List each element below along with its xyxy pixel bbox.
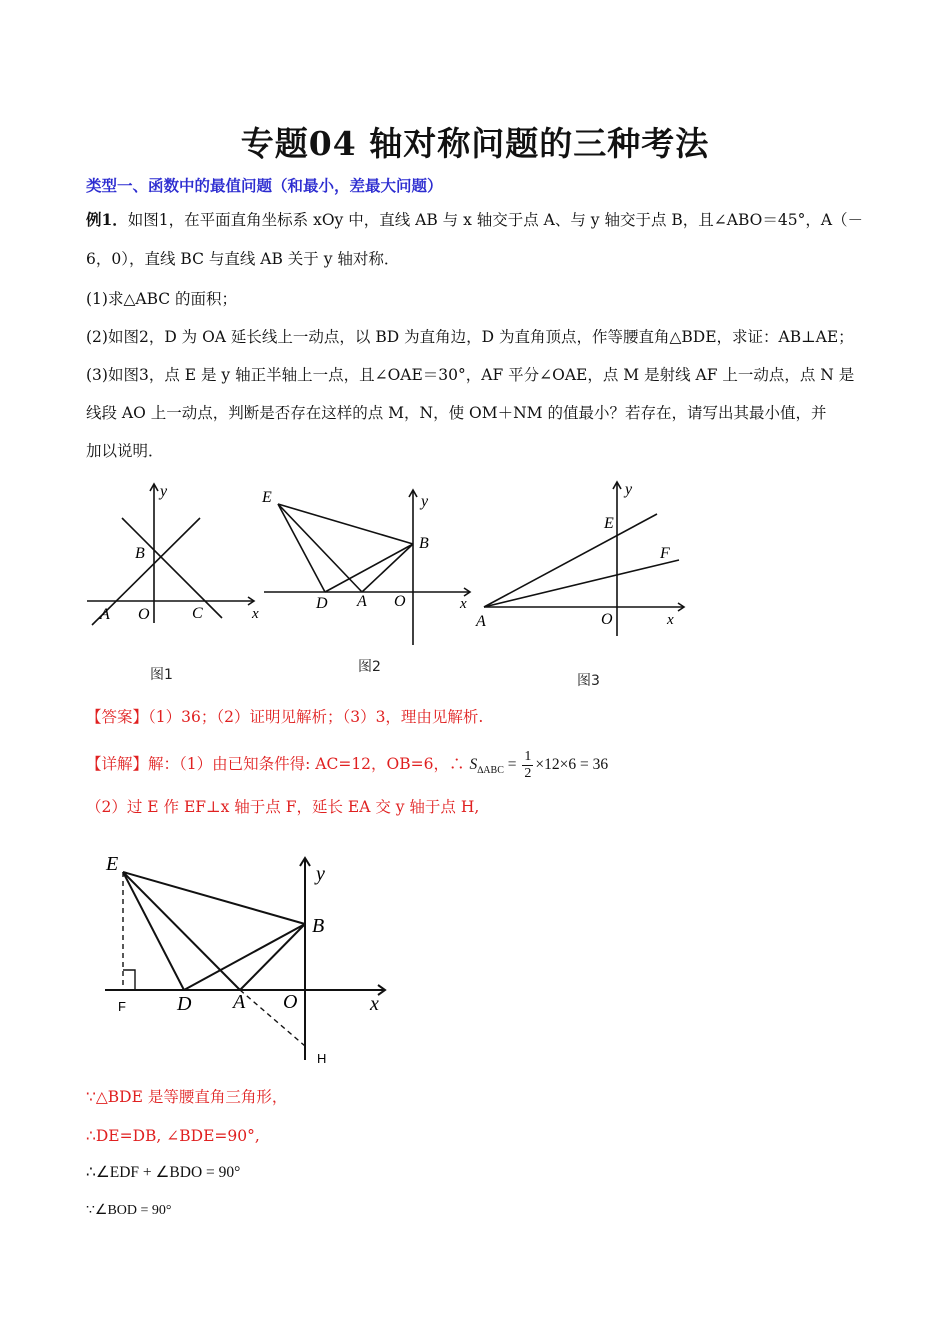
figure-2 — [258, 480, 478, 650]
fig4-label-a: A — [233, 991, 246, 1013]
fig4-line-ed — [123, 872, 184, 990]
detail-tag: 【详解】 — [86, 755, 149, 774]
fig1-label-y: y — [160, 483, 168, 500]
figure-1 — [82, 478, 262, 638]
formula-rhs: ×12×6 = 36 — [535, 756, 609, 774]
fig2-label-x: x — [460, 596, 467, 612]
fig2-label-d: D — [316, 595, 328, 612]
reasoning-1: ∵△BDE 是等腰直角三角形， — [86, 1088, 288, 1106]
fig3-label-x: x — [667, 612, 674, 628]
page-title: 专题04 轴对称问题的三种考法 — [240, 124, 710, 163]
figure-2-caption: 图2 — [358, 659, 381, 675]
answer-tag: 【答案】 — [86, 708, 149, 726]
fig4-line-ab — [240, 924, 305, 990]
example-line-2: 6，0），直线 BC 与直线 AB 关于 y 轴对称． — [86, 250, 400, 268]
figure-3-caption: 图3 — [577, 673, 600, 689]
fig3-label-f: F — [660, 545, 670, 562]
formula-subscript: ∆ABC — [477, 765, 504, 777]
answer-text: （1）36；（2）证明见解析；（3）3，理由见解析. — [148, 708, 484, 726]
reasoning-4: ∵∠BOD = 90° — [86, 1203, 172, 1218]
figure-3 — [470, 476, 690, 646]
fig4-label-b: B — [312, 915, 325, 937]
fig4-label-f: F — [118, 999, 126, 1014]
fig1-line-bc — [122, 518, 222, 618]
reasoning-2: ∴DE=DB, ∠BDE=90°, — [86, 1127, 260, 1145]
fig4-label-d: D — [177, 993, 192, 1015]
question-3-line-2: 线段 AO 上一动点，判断是否存在这样的点 M，N，使 OM＋NM 的值最小？若存在，请写出其最小值，并 — [86, 404, 827, 422]
fig3-label-y: y — [625, 481, 633, 498]
fig2-label-e: E — [262, 489, 272, 506]
fig1-label-a: A — [100, 606, 110, 623]
type-heading: 类型一、函数中的最值问题（和最小，差最大问题） — [86, 176, 443, 195]
formula-s: S — [469, 756, 478, 774]
formula-equals: = — [507, 756, 517, 774]
fig2-label-b: B — [419, 535, 429, 552]
detail-text: 解：（1）由已知条件得: AC=12，OB=6，∴ — [148, 755, 465, 774]
question-2: (2)如图2，D 为 OA 延长线上一动点，以 BD 为直角边，D 为直角顶点，作等腰直角△BDE，求证：AB⊥AE； — [86, 328, 854, 346]
fig3-label-a: A — [476, 613, 486, 630]
fig3-line-af — [484, 560, 679, 607]
fig2-label-a: A — [357, 593, 367, 610]
fig4-line-eb — [123, 872, 305, 924]
fig1-label-c: C — [192, 605, 203, 622]
fig1-label-b: B — [135, 545, 145, 562]
fig4-line-db — [184, 924, 305, 990]
fig4-label-h: H — [317, 1051, 327, 1066]
detail-line — [86, 749, 608, 782]
fig3-label-e: E — [604, 515, 614, 532]
example-label: 例1． — [86, 210, 128, 229]
fig4-label-y: y — [316, 863, 325, 885]
fraction-denominator: 2 — [524, 766, 532, 781]
figure-4 — [100, 850, 400, 1070]
question-3-line-1: (3)如图3，点 E 是 y 轴正半轴上一点，且∠OAE＝30°，AF 平分∠OAE，点 M 是射线 AF 上一动点，点 N 是 — [86, 366, 855, 384]
fig3-label-o: O — [601, 611, 613, 628]
fraction-numerator: 1 — [524, 749, 532, 764]
fig1-label-x: x — [252, 606, 259, 622]
question-3-line-3: 加以说明． — [86, 442, 164, 460]
fig2-line-eb — [278, 504, 413, 544]
fig4-label-o: O — [283, 991, 298, 1013]
fig3-line-ae — [484, 514, 657, 607]
formula-fraction — [522, 749, 533, 782]
question-1: (1)求△ABC 的面积； — [86, 290, 238, 308]
example-text-1: 如图1，在平面直角坐标系 xOy 中，直线 AB 与 x 轴交于点 A、与 y 轴交于点 B，且∠ABO＝45°，A（－ — [127, 211, 864, 229]
fig4-label-x: x — [370, 993, 379, 1015]
answer-line — [86, 707, 483, 727]
reasoning-3: ∴∠EDF + ∠BDO = 90° — [86, 1164, 241, 1181]
figure-1-caption: 图1 — [150, 667, 173, 683]
fig4-label-e: E — [106, 853, 119, 875]
step-2-line: （2）过 E 作 EF⊥x 轴于点 F，延长 EA 交 y 轴于点 H, — [86, 798, 480, 816]
example-line-1 — [86, 210, 863, 230]
fig2-line-ed — [278, 504, 325, 592]
fig2-label-o: O — [394, 593, 406, 610]
fig4-right-angle-mark — [123, 970, 135, 990]
area-formula — [469, 749, 609, 781]
fig1-label-o: O — [138, 606, 150, 623]
fig2-label-y: y — [421, 493, 429, 510]
